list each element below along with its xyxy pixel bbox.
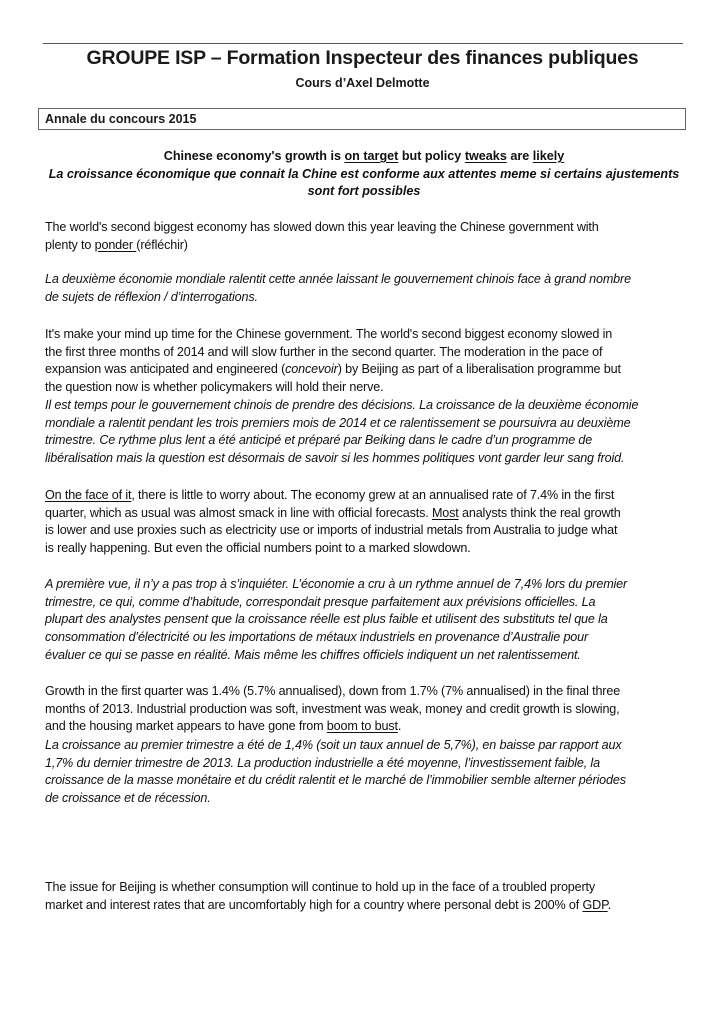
text-fragment: expansion was anticipated and engineered ( [45, 362, 286, 377]
text-line [45, 237, 685, 255]
underlined-term: likely [532, 149, 565, 163]
text-line [45, 505, 685, 523]
paragraph-1-english [45, 219, 685, 254]
text-line: de croissance et de récession. [45, 791, 211, 806]
text-fragment: . [607, 897, 612, 912]
text-line: consommation d’électricité ou les importations de métaux industriels en provenance d’Australie pour [45, 630, 589, 645]
text-line: libéralisation mais la question est désormais de savoir si les hommes politiques vont garder leur sang froid. [45, 451, 625, 466]
text-line [45, 718, 685, 736]
headline-english [44, 148, 684, 166]
underlined-term: On the face of it [45, 488, 132, 502]
paragraph-1-french [45, 271, 685, 306]
text-fragment: and the housing market appears to have gone from [45, 719, 327, 734]
underlined-term: on target [344, 149, 399, 163]
paragraph-3-english [45, 487, 685, 558]
text-line: Growth in the first quarter was 1.4% (5.7% annualised), down from 1.7% (7% annualised) in the final three [45, 684, 621, 698]
underlined-term: Most [431, 505, 459, 520]
headline-text: but policy [398, 149, 465, 163]
text-line [45, 897, 685, 915]
section-box [38, 108, 686, 130]
text-line: is really happening. But even the official numbers point to a marked slowdown. [45, 541, 471, 556]
headline-french-line: La croissance économique que connait la Chine est conforme aux attentes meme si certains ajustements [48, 166, 680, 181]
text-fragment: quarter, which as usual was almost smack in line with official forecasts. [45, 505, 432, 520]
document-title: GROUPE ISP – Formation Inspecteur des finances publiques [86, 47, 639, 69]
text-line [45, 361, 685, 379]
text-line: The issue for Beijing is whether consumption will continue to hold up in the face of a troubled property [45, 880, 596, 894]
headline-text: are [506, 149, 533, 163]
text-line [45, 487, 685, 505]
text-line: trimestre. Ce rythme plus lent a été anticipé et préparé par Beiking dans le cadre d’un programme de [45, 433, 593, 448]
headline-french-line: sont fort possibles [307, 184, 421, 198]
text-line: croissance de la masse monétaire et du crédit ralentit et le marché de l’immobilier semble alterner périodes [45, 773, 626, 788]
text-line: the question now is whether policymakers will hold their nerve. [45, 380, 384, 395]
text-line: months of 2013. Industrial production was soft, investment was weak, money and credit growth is slowing, [45, 701, 620, 716]
paragraph-5-english [45, 879, 685, 914]
underlined-term: GDP [582, 897, 608, 912]
headline-text: Chinese economy's growth is [163, 149, 345, 163]
article-headline [44, 148, 684, 201]
text-line: The world's second biggest economy has slowed down this year leaving the Chinese government with [45, 220, 599, 234]
underlined-term: ponder [94, 237, 137, 252]
text-line: de sujets de réflexion / d’interrogations. [45, 289, 258, 304]
text-line: La croissance au premier trimestre a été de 1,4% (soit un taux annuel de 5,7%), en baisse par rapport aux [45, 738, 622, 752]
paragraph-2-english [45, 326, 685, 397]
text-line: plupart des analystes pensent que la croissance réelle est plus faible et utilisent des substituts tel que la [45, 612, 608, 627]
text-fragment: plenty to [45, 237, 95, 252]
text-line: It's make your mind up time for the Chinese government. The world's second biggest economy slowed in [45, 327, 613, 341]
text-line: is lower and use proxies such as electricity use or imports of industrial metals from Australia to judge what [45, 523, 618, 538]
text-line: Il est temps pour le gouvernement chinois de prendre des décisions. La croissance de la deuxième économie [45, 398, 639, 412]
text-line: évaluer ce qui se passe en réalité. Mais même les chiffres officiels indiquent un net ralentissement. [45, 647, 581, 662]
header-rule [43, 43, 683, 44]
document-subtitle: Cours d’Axel Delmotte [295, 76, 430, 90]
text-line: mondiale a ralentit pendant les trois premiers mois de 2014 et ce ralentissement se poursuivra au deuxième [45, 415, 631, 430]
text-line: 1,7% du dernier trimestre de 2013. La production industrielle a été moyenne, l’investissement faible, la [45, 755, 600, 770]
text-fragment: analysts think the real growth [458, 505, 621, 520]
text-line: the first three months of 2014 and will slow further in the second quarter. The moderation in the pace of [45, 344, 603, 359]
text-line: A première vue, il n’y a pas trop à s’inquiéter. L’économie a cru à un rythme annuel de 7,4% lors du premier [45, 577, 628, 591]
paragraph-4-english [45, 683, 685, 736]
paragraph-2-french [45, 397, 685, 468]
text-fragment: , there is little to worry about. The economy grew at an annualised rate of 7.4% in the first [131, 488, 615, 502]
text-fragment: ) by Beijing as part of a liberalisation programme but [337, 362, 621, 377]
text-fragment: market and interest rates that are uncomfortably high for a country where personal debt is 200% of [45, 897, 583, 912]
paragraph-4-french [45, 737, 685, 808]
text-line: La deuxième économie mondiale ralentit cette année laissant le gouvernement chinois face à grand nombre [45, 272, 631, 286]
text-fragment: (réfléchir) [136, 237, 188, 252]
text-fragment: . [397, 719, 402, 734]
italic-term: concevoir [285, 362, 338, 377]
underlined-term: boom to bust [326, 719, 398, 734]
text-line: trimestre, ce qui, comme d’habitude, correspondait presque parfaitement aux prévisions officielles. La [45, 594, 596, 609]
paragraph-3-french [45, 576, 685, 665]
section-box-label: Annale du concours 2015 [45, 112, 197, 126]
underlined-term: tweaks [464, 149, 507, 163]
